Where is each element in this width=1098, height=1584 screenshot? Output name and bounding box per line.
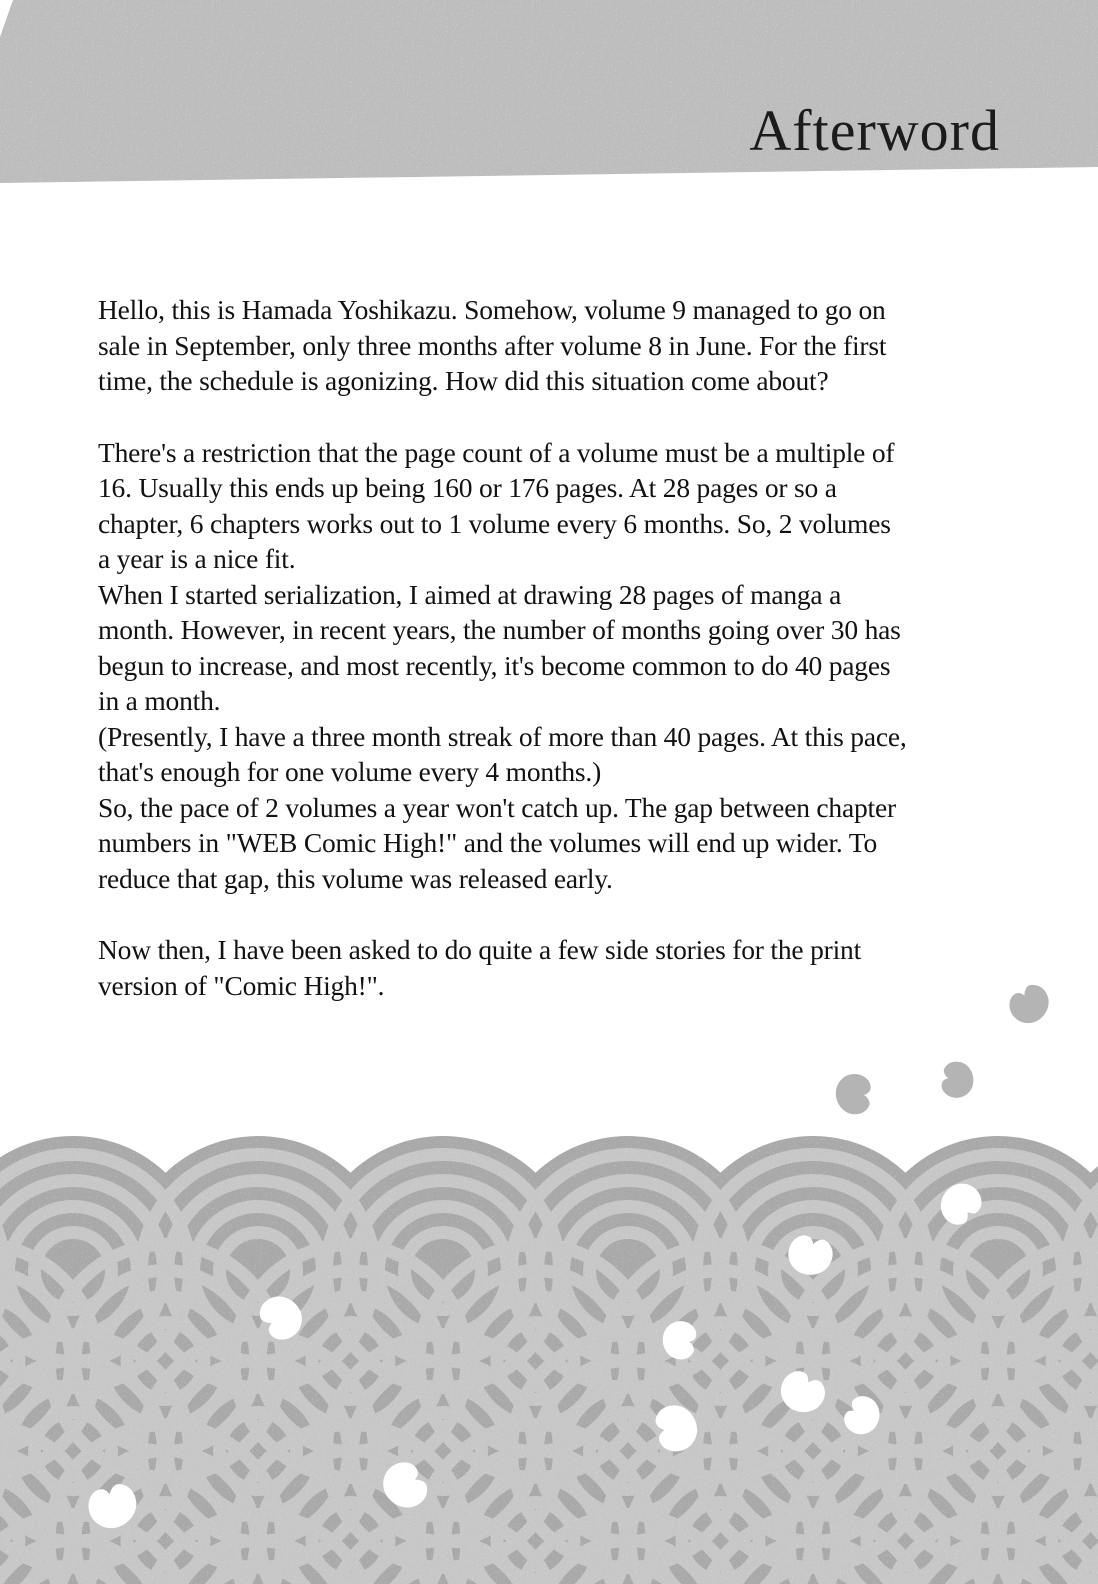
- sakura-petal-icon: [834, 1072, 872, 1115]
- text-line: month. However, in recent years, the number of months going over 30 has: [98, 614, 901, 645]
- wave-pattern: [0, 1128, 1098, 1584]
- text-line: There's a restriction that the page count of a volume must be a multiple of: [98, 436, 895, 468]
- text-line: So, the pace of 2 volumes a year won't catch up. The gap between chapter: [98, 791, 896, 823]
- text-line: that's enough for one volume every 4 months.): [98, 756, 602, 787]
- paragraph: [98, 292, 1058, 399]
- text-line: numbers in "WEB Comic High!" and the volumes will end up wider. To: [98, 827, 878, 858]
- text-line: Hello, this is Hamada Yoshikazu. Somehow, volume 9 managed to go on: [98, 294, 886, 325]
- text-line: (Presently, I have a three month streak of more than 40 pages. At this pace,: [98, 720, 907, 752]
- paragraph: [98, 790, 1058, 897]
- text-line: begun to increase, and most recently, it's become common to do 40 pages: [98, 649, 891, 681]
- paragraph: [98, 435, 1058, 577]
- text-line: 16. Usually this ends up being 160 or 176 pages. At 28 pages or so a: [98, 472, 837, 503]
- wave-grain-dark: [0, 1128, 1098, 1584]
- paragraph: [98, 719, 1058, 790]
- paragraph: [98, 932, 1058, 1003]
- paragraph: [98, 577, 1058, 719]
- text-line: sale in September, only three months after volume 8 in June. For the first: [98, 329, 887, 361]
- text-line: reduce that gap, this volume was released early.: [98, 862, 613, 894]
- sakura-petal-icon: [939, 1059, 976, 1100]
- afterword-text: [98, 292, 1058, 1003]
- text-line: time, the schedule is agonizing. How did this situation come about?: [98, 365, 829, 396]
- text-line: Now then, I have been asked to do quite a few side stories for the print: [98, 934, 862, 965]
- text-line: version of "Comic High!".: [98, 969, 385, 1001]
- text-line: When I started serialization, I aimed at drawing 28 pages of manga a: [98, 578, 842, 610]
- text-line: a year is a nice fit.: [98, 543, 296, 574]
- text-line: in a month.: [98, 685, 221, 716]
- page-title: Afterword: [749, 98, 1000, 163]
- text-line: chapter, 6 chapters works out to 1 volume every 6 months. So, 2 volumes: [98, 507, 891, 539]
